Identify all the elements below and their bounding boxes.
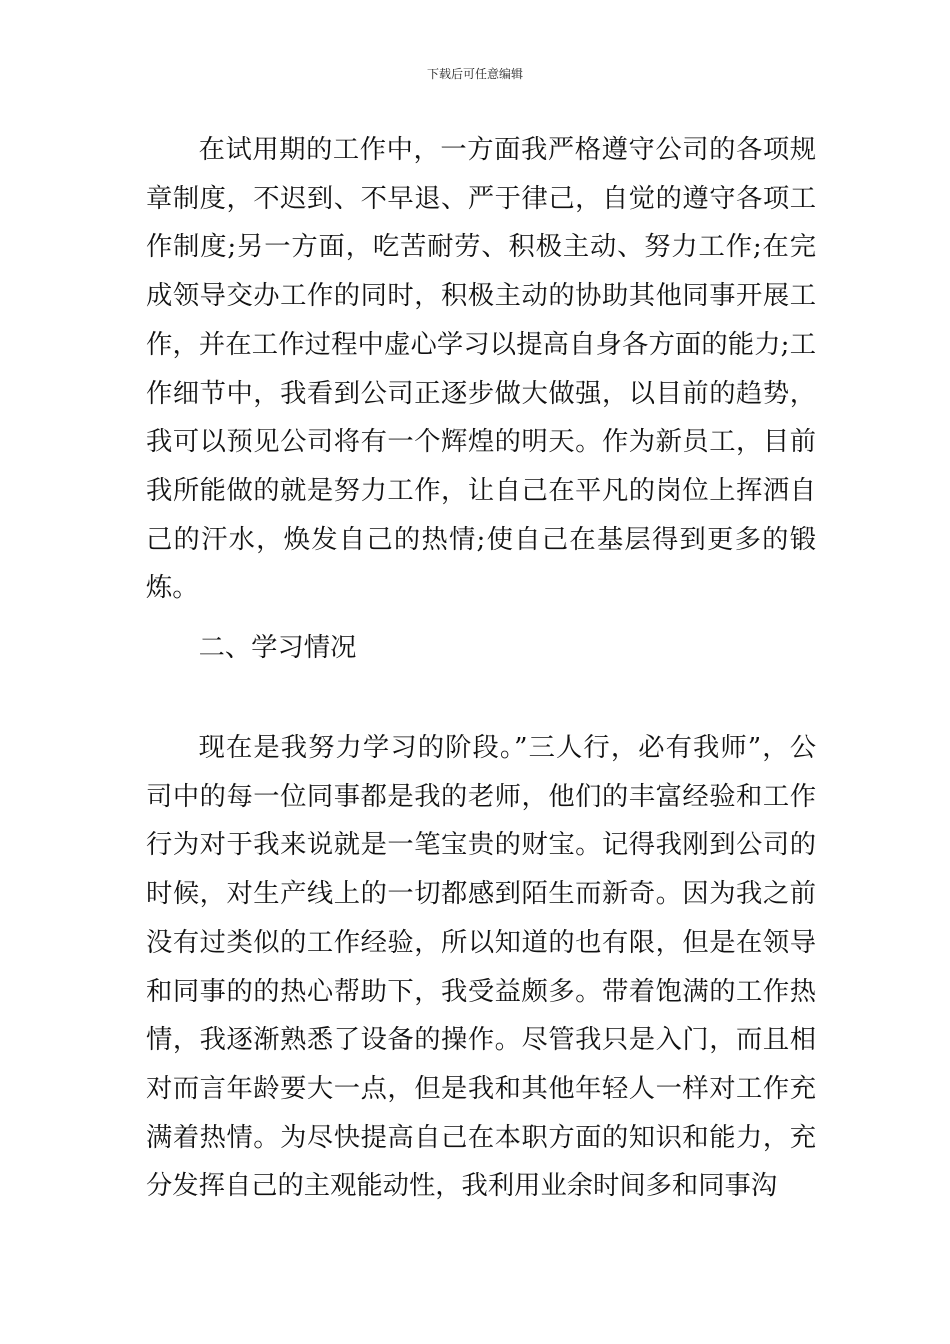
paragraph-text: 在试用期的工作中，一方面我严格遵守公司的各项规章制度，不迟到、不早退、严于律己，自觉的遵守各项工作制度;另一方面，吃苦耐劳、积极主动、努力工作;在完成领导交办工作的同时，积极主动的协助其他同事开展工作，并在工作过程中虚心学习以提高自身各方面的能力;工作细节中，我看到公司正逐步做大做强，以目前的趋势，我可以预见公司将有一个辉煌的明天。作为新员工，目前我所能做的就是努力工作，让自己在平凡的岗位上挥洒自己的汗水，焕发自己的热情;使自己在基层得到更多的锻炼。: [146, 135, 816, 604]
section-heading-text: 二、学习情况: [198, 633, 357, 663]
paragraph-study-situation: [146, 724, 816, 1211]
paragraph-text: 现在是我努力学习的阶段。”三人行，必有我师”，公司中的每一位同事都是我的老师，他们的丰富经验和工作行为对于我来说就是一笔宝贵的财宝。记得我刚到公司的时候，对生产线上的一切都感到陌生而新奇。因为我之前没有过类似的工作经验，所以知道的也有限，但是在领导和同事的的热心帮助下，我受益颇多。带着饱满的工作热情，我逐渐熟悉了设备的操作。尽管我只是入门，而且相对而言年龄要大一点，但是我和其他年轻人一样对工作充满着热情。为尽快提高自己在本职方面的知识和能力，充分发挥自己的主观能动性，我利用业余时间多和同事沟: [146, 733, 816, 1202]
paragraph-work-attitude: [146, 126, 816, 613]
section-heading-study: [146, 624, 816, 673]
page-header-note: 下载后可任意编辑: [426, 67, 523, 81]
